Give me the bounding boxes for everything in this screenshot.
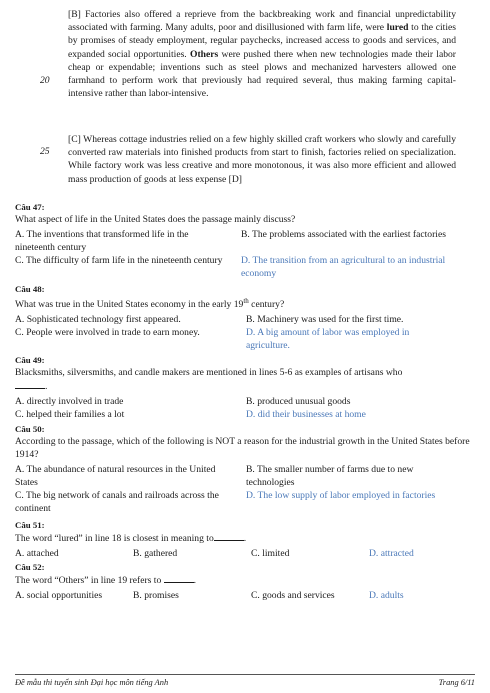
option-c[interactable]: C. The big network of canals and railroads across the continent bbox=[15, 490, 219, 514]
question-stem: What was true in the United States economy in the early 19th century? bbox=[15, 297, 285, 311]
option-d-answer[interactable]: D. The low supply of labor employed in factories bbox=[246, 490, 436, 501]
option-c[interactable]: C. People were involved in trade to earn money. bbox=[15, 327, 200, 339]
option-d-answer[interactable]: D. attracted bbox=[369, 548, 414, 559]
option-a[interactable]: A. directly involved in trade bbox=[15, 396, 124, 407]
question-51 bbox=[15, 519, 477, 561]
option-a[interactable]: A. Sophisticated technology first appeared. bbox=[15, 314, 181, 326]
question-label: Câu 49: bbox=[15, 355, 45, 365]
option-b[interactable]: B. Machinery was used for the first time. bbox=[246, 314, 404, 326]
question-stem: The word “Others” in line 19 refers to . bbox=[15, 575, 197, 586]
option-a[interactable]: A. The inventions that transformed life in the nineteenth century bbox=[15, 229, 189, 253]
option-c[interactable]: C. helped their families a lot bbox=[15, 409, 125, 420]
footer-page-number: Trang 6/11 bbox=[438, 678, 475, 687]
question-52 bbox=[15, 561, 477, 603]
question-stem: Blacksmiths, silversmiths, and candle makers are mentioned in lines 5-6 as examples of artisans who bbox=[15, 367, 403, 378]
word-others: Others bbox=[190, 48, 219, 60]
question-47 bbox=[15, 201, 477, 280]
option-c[interactable]: C. The difficulty of farm life in the nineteenth century bbox=[15, 255, 223, 266]
question-50 bbox=[15, 423, 477, 515]
option-b[interactable]: B. promises bbox=[133, 590, 179, 601]
question-stem: According to the passage, which of the following is NOT a reason for the industrial growth in the United States before 1914? bbox=[15, 436, 470, 460]
option-c[interactable]: C. goods and services bbox=[251, 590, 335, 601]
line-number-25: 25 bbox=[40, 146, 50, 157]
option-b[interactable]: B. gathered bbox=[133, 548, 178, 559]
question-stem: What aspect of life in the United States does the passage mainly discuss? bbox=[15, 214, 296, 225]
question-label: Câu 48: bbox=[15, 284, 45, 294]
question-48 bbox=[15, 283, 477, 351]
option-d-answer[interactable]: D. The transition from an agricultural to an industrial economy bbox=[241, 255, 446, 279]
question-label: Câu 50: bbox=[15, 424, 45, 434]
answer-blank bbox=[214, 531, 244, 541]
answer-blank bbox=[164, 573, 194, 583]
option-b[interactable]: B. produced unusual goods bbox=[246, 396, 351, 407]
question-label: Câu 51: bbox=[15, 520, 45, 530]
word-lured: lured bbox=[386, 22, 409, 34]
passage-paragraph-b: [B] Factories also offered a reprieve from the backbreaking work and financial unpredictability associated with farming. Many adults, poor and disillusioned with farm life, were lured to the cities by promises of steady employment, regular paychecks, increased access to goods and services, and expanded social opportunities. Others were pushed there when new technologies made their labor cheap or expendable; inventions such as steel plows and mechanized harvesters allowed one farmhand to perform work that previously had required several, thus making farming capital-intensive rather than labor-intensive. bbox=[68, 9, 457, 100]
question-label: Câu 47: bbox=[15, 202, 45, 212]
option-b[interactable]: B. The smaller number of farms due to new technologies bbox=[246, 464, 414, 488]
option-c[interactable]: C. limited bbox=[251, 548, 290, 559]
question-label: Câu 52: bbox=[15, 562, 45, 572]
option-d-answer[interactable]: D. did their businesses at home bbox=[246, 409, 366, 420]
option-a[interactable]: A. attached bbox=[15, 548, 59, 559]
option-d-answer[interactable]: D. A big amount of labor was employed in agriculture. bbox=[246, 327, 410, 352]
footer-divider bbox=[15, 674, 475, 675]
line-number-20: 20 bbox=[40, 75, 50, 86]
option-b[interactable]: B. The problems associated with the earliest factories bbox=[241, 229, 446, 240]
answer-blank: . bbox=[15, 379, 477, 393]
passage-paragraph-c: [C] Whereas cottage industries relied on a few highly skilled craft workers who slowly and carefully converted raw materials into finished products from start to finish, factories relied on specialization. While factory work was less creative and more monotonous, it was also more efficient and allowed mass production of goods at less expense [D] bbox=[68, 134, 456, 185]
footer-exam-title: Đề mẫu thi tuyển sinh Đại học môn tiếng Anh bbox=[15, 678, 169, 687]
option-d-answer[interactable]: D. adults bbox=[369, 590, 404, 601]
question-49 bbox=[15, 354, 477, 423]
question-stem: The word “lured” in line 18 is closest in meaning to . bbox=[15, 533, 247, 544]
option-a[interactable]: A. The abundance of natural resources in the United States bbox=[15, 464, 216, 488]
option-a[interactable]: A. social opportunities bbox=[15, 590, 103, 601]
